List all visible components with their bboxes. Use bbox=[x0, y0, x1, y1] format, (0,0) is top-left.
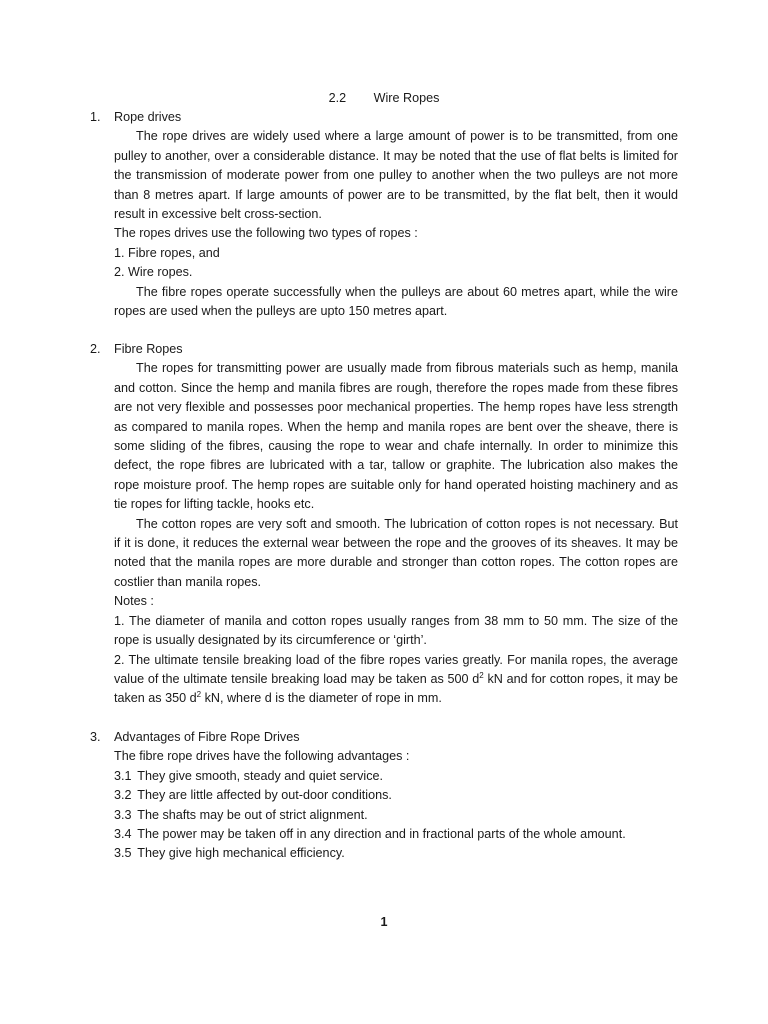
paragraph: The ropes for transmitting power are usually made from fibrous materials such as hemp, manila and cotton. Since the hemp and manila fibres are rough, therefore the ropes made from these fibres are not very flexible and possesses poor mechanical properties. The hemp ropes have less strength as compared to manila ropes. When the hemp and manila ropes are bent over the sheave, there is some sliding of the fibres, causing the rope to wear and chafe internally. In order to minimize this defect, the rope fibres are lubricated with a tar, tallow or graphite. The lubrication also makes the rope moisture proof. The hemp ropes are suitable only for hand operated hoisting machinery and as tie ropes for lifting tackle, hooks etc. bbox=[114, 361, 678, 512]
list-item: 2. Wire ropes. bbox=[114, 265, 193, 280]
list-item: 3.5 They give high mechanical efficiency. bbox=[114, 846, 345, 861]
section-title: Fibre Ropes bbox=[114, 342, 183, 356]
note: 2. The ultimate tensile breaking load of the fibre ropes varies greatly. For manila ropes, the average value of the ultimate tensile breaking load may be taken as 500 $d^2$ kN and for cotton ropes, it may be taken as 350 $d^2$ kN, where d is the diameter of rope in mm. bbox=[114, 652, 679, 706]
note: 1. The diameter of manila and cotton ropes usually ranges from 38 mm to 50 mm. The size of the rope is usually designated by its circumference or ‘girth’. bbox=[114, 613, 678, 648]
list-item: 3.1 They give smooth, steady and quiet service. bbox=[114, 768, 383, 783]
section-title: Advantages of Fibre Rope Drives bbox=[114, 730, 300, 744]
list-item: 3.4 The power may be taken off in any direction and in fractional parts of the whole amount. bbox=[114, 827, 626, 842]
section-number: 1. bbox=[90, 110, 101, 124]
list-item: 3.2 They are little affected by out-door conditions. bbox=[114, 788, 392, 803]
section-fibre-ropes bbox=[90, 340, 678, 709]
section-heading bbox=[90, 340, 678, 359]
section-advantages bbox=[90, 728, 678, 864]
paragraph: The fibre ropes operate successfully when the pulleys are about 60 metres apart, while the wire ropes are used when the pulleys are upto 150 metres apart. bbox=[114, 284, 678, 319]
title-text: Wire Ropes bbox=[373, 91, 440, 105]
paragraph: The cotton ropes are very soft and smooth. The lubrication of cotton ropes is not necessary. But if it is done, it reduces the external wear between the rope and the grooves of its sheaves. It may be noted that the manila ropes are more durable and stronger than cotton ropes. The cotton ropes are costlier than manila ropes. bbox=[114, 516, 678, 589]
page-title bbox=[0, 89, 768, 108]
section-heading bbox=[90, 108, 678, 127]
paragraph: The fibre rope drives have the following advantages : bbox=[114, 749, 410, 764]
notes-label: Notes : bbox=[114, 594, 154, 609]
list-item: 1. Fibre ropes, and bbox=[114, 245, 220, 260]
page-number: 1 bbox=[380, 915, 388, 929]
paragraph: The rope drives are widely used where a large amount of power is to be transmitted, from one pulley to another, over a considerable distance. It may be noted that the use of flat belts is limited for the transmission of moderate power from one pulley to another when the two pulleys are not more than 8 metres apart. If large amounts of power are to be transmitted, by the flat belt, then it would result in excessive belt cross-section. bbox=[114, 129, 678, 222]
section-title: Rope drives bbox=[114, 110, 182, 124]
title-number: 2.2 bbox=[328, 91, 347, 105]
paragraph: The ropes drives use the following two types of ropes : bbox=[114, 226, 418, 241]
section-heading bbox=[90, 728, 678, 747]
list-item: 3.3 The shafts may be out of strict alignment. bbox=[114, 807, 368, 822]
section-rope-drives bbox=[90, 108, 678, 321]
section-number: 3. bbox=[90, 730, 101, 744]
section-number: 2. bbox=[90, 342, 101, 356]
